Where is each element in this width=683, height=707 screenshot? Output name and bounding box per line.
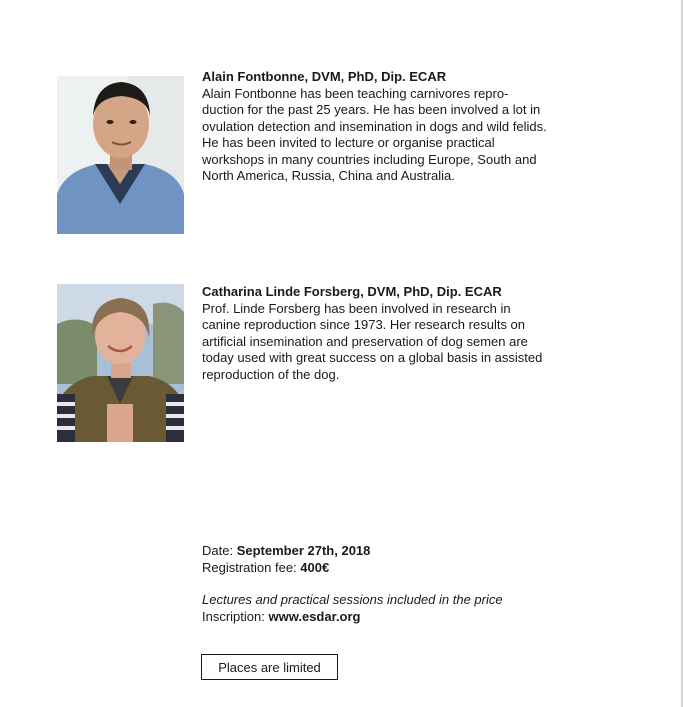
date-value: September 27th, 2018 xyxy=(236,543,371,558)
fee-value: 400€ xyxy=(300,559,330,575)
speaker-description: Alain Fontbonne has been teaching carnivores repro-duction for the past 25 years. He has been involved a lot in ovulation detection and insemination in dogs and wild felids. He has been invited to lecture or organise practical workshops in many countries including Europe, South and North America, Russia, China and Australia. xyxy=(202,85,547,183)
date-label: Date: xyxy=(202,543,234,558)
speaker-description: Prof. Linde Forsberg has been involved in research in canine reproduction since 1973. Her research results on artificial insemination and preservation of dog semen are today used with great success on a global basis in assisted reproduction of the dog. xyxy=(202,300,543,382)
event-info xyxy=(202,543,503,625)
fee-label: Registration fee: xyxy=(202,559,297,575)
speaker-bio-forsberg xyxy=(202,284,547,383)
inscription-label: Inscription: xyxy=(202,608,265,624)
inscription-link[interactable]: www.esdar.org xyxy=(268,608,361,624)
places-limited-box: Places are limited xyxy=(201,654,338,680)
speaker-name: Alain Fontbonne, DVM, PhD, Dip. ECAR xyxy=(202,69,447,84)
portrait-man-image xyxy=(57,76,184,234)
date-line xyxy=(202,543,503,560)
fee-line xyxy=(202,560,503,577)
speaker-photo-fontbonne xyxy=(57,76,184,234)
inscription-line xyxy=(202,609,503,626)
included-note: Lectures and practical sessions included in the price xyxy=(202,592,503,607)
portrait-woman-image xyxy=(57,284,184,442)
speaker-photo-forsberg xyxy=(57,284,184,442)
speaker-bio-fontbonne xyxy=(202,69,547,185)
speaker-name: Catharina Linde Forsberg, DVM, PhD, Dip. ECAR xyxy=(202,284,502,299)
